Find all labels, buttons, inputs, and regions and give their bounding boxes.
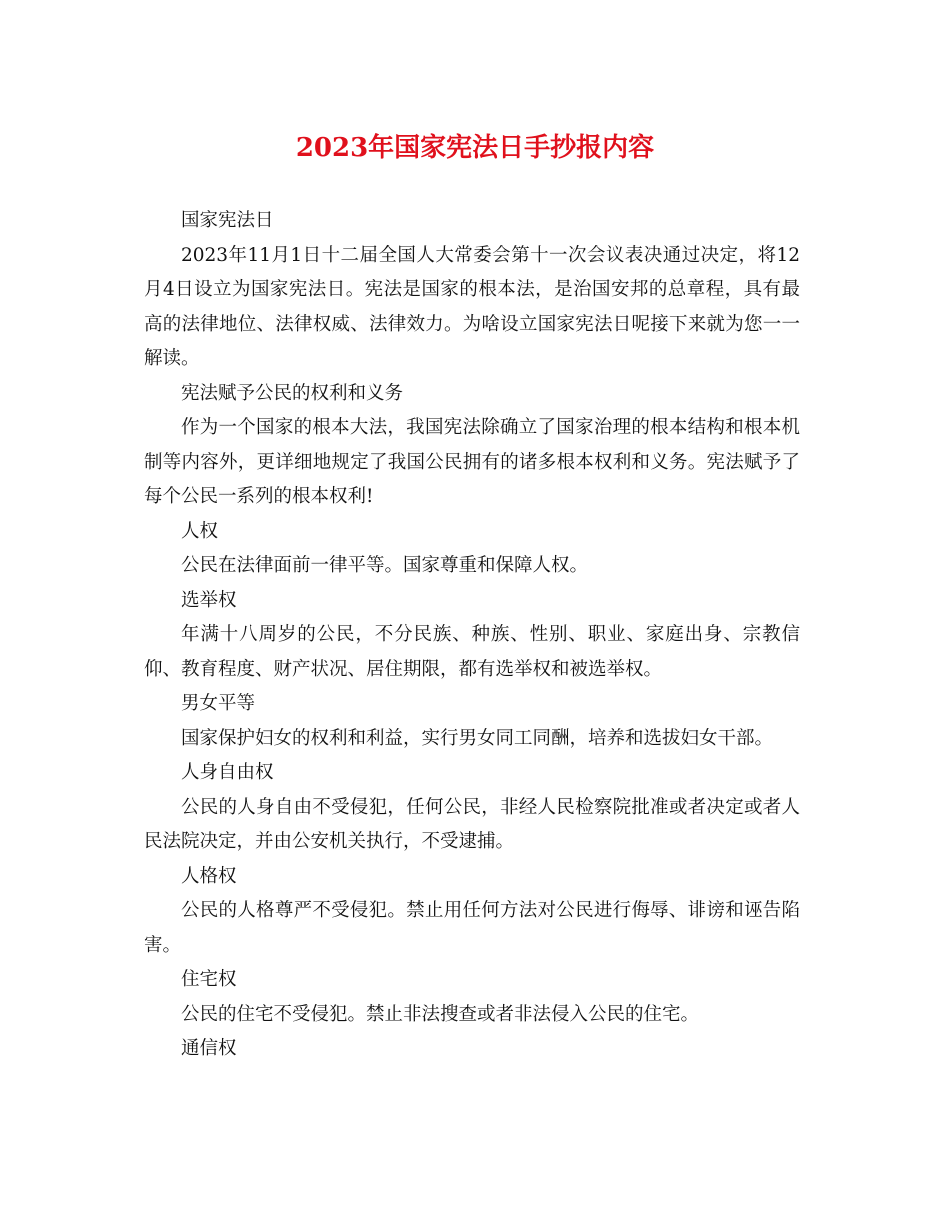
paragraph: 2023年11月1日十二届全国人大常委会第十一次会议表决通过决定，将12月4日设立为国家宪法日。宪法是国家的根本法，是治国安邦的总章程，具有最高的法律地位、法律权威、法律效力。为啥设立国家宪法日呢接下来就为您一一解读。 (144, 244, 800, 369)
paragraph: 作为一个国家的根本大法，我国宪法除确立了国家治理的根本结构和根本机制等内容外，更详细地规定了我国公民拥有的诸多根本权利和义务。宪法赋予了每个公民一系列的根本权利! (144, 417, 800, 507)
section-heading: 人权 (181, 520, 219, 542)
section-heading: 通信权 (181, 1038, 237, 1059)
paragraph: 年满十八周岁的公民，不分民族、种族、性别、职业、家庭出身、宗教信仰、教育程度、财产状况、居住期限，都有选举权和被选举权。 (144, 624, 800, 680)
document-body (144, 204, 800, 1067)
paragraph: 国家保护妇女的权利和利益，实行男女同工同酬，培养和选拔妇女干部。 (181, 727, 774, 749)
section-heading: 选举权 (181, 589, 237, 611)
section-heading: 国家宪法日 (181, 210, 274, 231)
section-heading: 住宅权 (181, 969, 237, 990)
paragraph: 公民的住宅不受侵犯。禁止非法搜查或者非法侵入公民的住宅。 (181, 1003, 700, 1025)
section-heading: 宪法赋予公民的权利和义务 (181, 382, 404, 404)
section-heading: 男女平等 (181, 693, 256, 714)
paragraph: 公民的人身自由不受侵犯，任何公民，非经人民检察院批准或者决定或者人民法院决定，并由公安机关执行，不受逮捕。 (144, 796, 800, 852)
section-heading: 人格权 (181, 865, 237, 887)
page-title: 2023年国家宪法日手抄报内容 (295, 133, 655, 163)
section-heading: 人身自由权 (181, 762, 274, 783)
paragraph: 公民在法律面前一律平等。国家尊重和保障人权。 (181, 555, 589, 576)
paragraph: 公民的人格尊严不受侵犯。禁止用任何方法对公民进行侮辱、诽谤和诬告陷害。 (144, 900, 800, 956)
